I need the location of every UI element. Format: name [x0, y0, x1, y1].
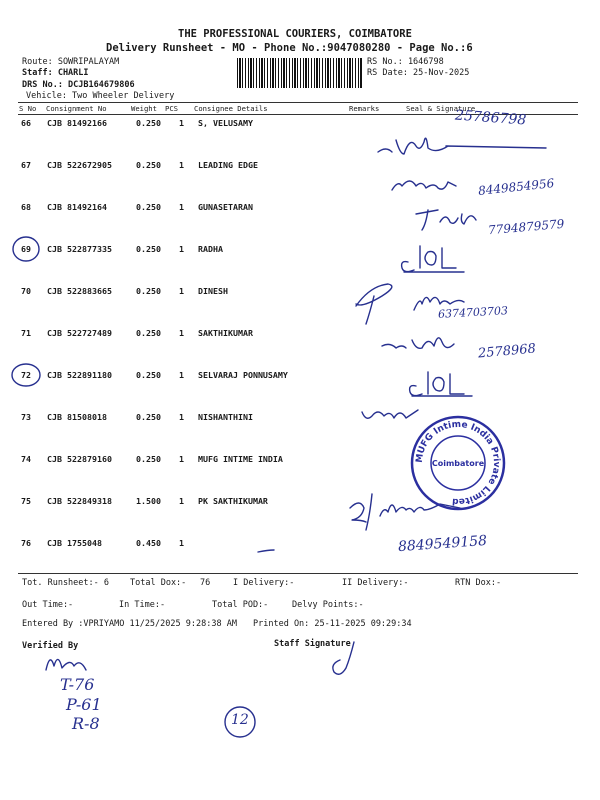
row-consignment: CJB 522877335 [47, 244, 112, 254]
out-time: Out Time:- [22, 600, 74, 610]
row-consignment: CJB 81508018 [47, 412, 107, 422]
printed-on: Printed On: 25-11-2025 09:29:34 [253, 619, 412, 629]
total-dox-label: Total Dox:- [130, 578, 187, 588]
runsheet-subtitle: Delivery Runsheet - MO - Phone No.:9047080280 - Page No.:6 [106, 42, 473, 54]
handwritten-note-pod: P-61 [66, 695, 102, 714]
col-consignment: Consignment No [46, 104, 107, 113]
handwritten-note-total: T-76 [60, 675, 95, 694]
row-consignment: CJB 522883665 [47, 286, 112, 296]
route-label: Route: SOWRIPALAYAM [22, 57, 120, 67]
row-pcs: 1 [179, 370, 184, 380]
row-pcs: 1 [179, 454, 184, 464]
row-sno: 76 [21, 538, 31, 548]
row-weight: 0.250 [136, 328, 161, 338]
drs-label: DRS No.: DCJB164679806 [22, 80, 135, 90]
rs-date: RS Date: 25-Nov-2025 [367, 68, 470, 78]
row-weight: 0.250 [136, 202, 161, 212]
row-consignment: CJB 81492164 [47, 202, 107, 212]
row-sno: 72 [21, 370, 31, 380]
row-sno: 67 [21, 160, 31, 170]
row-weight: 1.500 [136, 496, 161, 506]
row-weight: 0.250 [136, 118, 161, 128]
delvy-points: Delvy Points:- [292, 600, 364, 610]
row-consignment: CJB 1755048 [47, 538, 102, 548]
tot-runsheet: Tot. Runsheet:- 6 [22, 578, 109, 588]
row-sno: 68 [21, 202, 31, 212]
row-consignment: CJB 81492166 [47, 118, 107, 128]
vehicle-label: Vehicle: Two Wheeler Delivery [26, 91, 175, 101]
row-sno: 69 [21, 244, 31, 254]
row-weight: 0.250 [136, 370, 161, 380]
ii-delivery: II Delivery:- [342, 578, 409, 588]
rtn-dox: RTN Dox:- [455, 578, 502, 588]
row-consignee: DINESH [198, 286, 228, 296]
footer-rule [18, 573, 578, 574]
row-weight: 0.250 [136, 454, 161, 464]
row-pcs: 1 [179, 244, 184, 254]
row-pcs: 1 [179, 118, 184, 128]
row-sno: 75 [21, 496, 31, 506]
company-title: THE PROFESSIONAL COURIERS, COIMBATORE [178, 28, 412, 40]
row-consignee: NISHANTHINI [198, 412, 253, 422]
handwritten-phone-68: 7794879579 [487, 216, 565, 238]
in-time: In Time:- [119, 600, 166, 610]
row-consignee: PK SAKTHIKUMAR [198, 496, 268, 506]
handwritten-circled-number: 12 [231, 712, 249, 728]
row-consignee: SELVARAJ PONNUSAMY [198, 370, 288, 380]
row-consignment: CJB 522891180 [47, 370, 112, 380]
handwritten-phone-75: 8849549158 [397, 532, 488, 556]
row-sno: 74 [21, 454, 31, 464]
row-pcs: 1 [179, 160, 184, 170]
col-sno: S No [19, 104, 37, 113]
col-remarks: Remarks [349, 104, 380, 113]
col-seal-signature: Seal & Signature [406, 104, 476, 113]
row-sno: 66 [21, 118, 31, 128]
col-pcs: PCS [165, 104, 178, 113]
row-consignee: GUNASETARAN [198, 202, 253, 212]
total-pod: Total POD:- [212, 600, 269, 610]
handwritten-phone-66: 25786798 [454, 107, 527, 129]
row-consignee: SAKTHIKUMAR [198, 328, 253, 338]
row-consignee: MUFG INTIME INDIA [198, 454, 283, 464]
row-weight: 0.450 [136, 538, 161, 548]
row-sno: 71 [21, 328, 31, 338]
row-consignment: CJB 522879160 [47, 454, 112, 464]
row-consignee: S, VELUSAMY [198, 118, 253, 128]
row-sno: 70 [21, 286, 31, 296]
row-sno: 73 [21, 412, 31, 422]
row-weight: 0.250 [136, 412, 161, 422]
col-consignee: Consignee Details [194, 104, 268, 113]
row-consignment: CJB 522727489 [47, 328, 112, 338]
row-pcs: 1 [179, 538, 184, 548]
handwritten-phone-70: 6374703703 [437, 304, 509, 321]
i-delivery: I Delivery:- [233, 578, 295, 588]
seal-outer-text: MUFG Intime India Private Limited [414, 419, 502, 507]
rs-number: RS No.: 1646798 [367, 57, 444, 67]
row-weight: 0.250 [136, 244, 161, 254]
total-dox-value: 76 [200, 578, 211, 588]
staff-label: Staff: CHARLI [22, 68, 89, 78]
row-pcs: 1 [179, 412, 184, 422]
entered-by: Entered By :VPRIYAMO 11/25/2025 9:28:38 AM [22, 619, 237, 629]
row-pcs: 1 [179, 286, 184, 296]
col-weight: Weight [131, 104, 157, 113]
row-consignment: CJB 522849318 [47, 496, 112, 506]
handwritten-note-rtn: R-8 [72, 714, 100, 733]
row-consignee: LEADING EDGE [198, 160, 258, 170]
row-pcs: 1 [179, 328, 184, 338]
verified-by-label: Verified By [22, 641, 79, 651]
staff-signature-label: Staff Signature [274, 639, 351, 649]
row-pcs: 1 [179, 496, 184, 506]
company-seal-stamp [410, 415, 506, 511]
row-pcs: 1 [179, 202, 184, 212]
row-consignee: RADHA [198, 244, 223, 254]
handwritten-phone-67: 8449854956 [477, 176, 555, 198]
row-weight: 0.250 [136, 160, 161, 170]
row-weight: 0.250 [136, 286, 161, 296]
row-consignment: CJB 522672905 [47, 160, 112, 170]
seal-inner-text: Coimbatore [431, 459, 485, 468]
handwritten-phone-71: 2578968 [477, 341, 537, 362]
